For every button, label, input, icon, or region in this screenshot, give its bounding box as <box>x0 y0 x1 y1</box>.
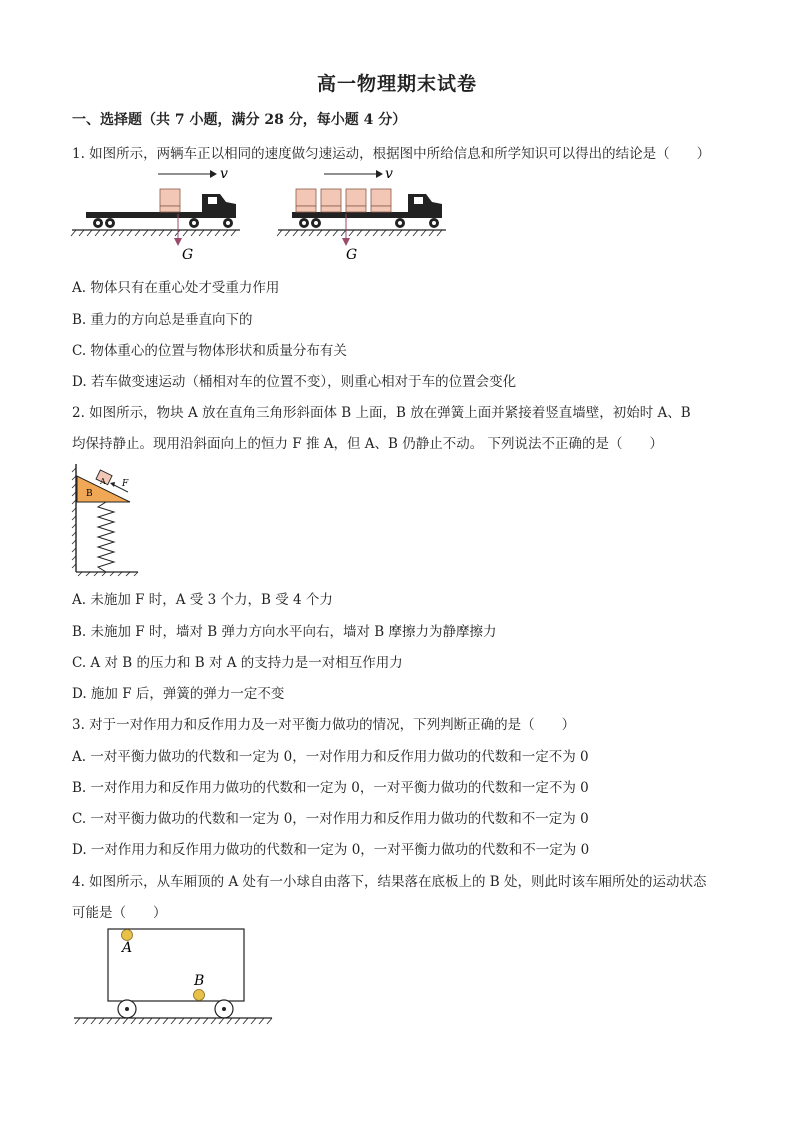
q2-b-label: B <box>86 489 93 499</box>
q4-stem-line2: 可能是（ ） <box>72 905 167 921</box>
q1-g2-label: G <box>346 247 358 263</box>
q2-option-a: A. 未施加 F 时，A 受 3 个力，B 受 4 个力 <box>72 592 333 608</box>
q2-stem-line2: 均保持静止。现用沿斜面向上的恒力 F 推 A，但 A、B 仍静止不动。 下列说法不正确的是（ ） <box>72 436 664 452</box>
q3-option-b: B. 一对作用力和反作用力做功的代数和一定为 0，一对平衡力做功的代数和一定不为 0 <box>72 780 589 796</box>
q1-option-d: D. 若车做变速运动（桶相对车的位置不变），则重心相对于车的位置会变化 <box>72 374 517 390</box>
q4-a-label: A <box>122 940 133 956</box>
q1-option-c: C. 物体重心的位置与物体形状和质量分布有关 <box>72 343 347 359</box>
q3-stem: 3. 对于一对作用力和反作用力及一对平衡力做功的情况，下列判断正确的是（ ） <box>72 717 576 733</box>
q4-b-label: B <box>194 973 205 989</box>
section-heading: 一、选择题（共 7 小题，满分 28 分，每小题 4 分） <box>72 112 407 128</box>
q1-v2-label: v <box>385 166 393 182</box>
q1-v1-label: v <box>220 166 228 182</box>
q1-g1-label: G <box>182 247 194 263</box>
q4-figure <box>72 925 277 1030</box>
q2-option-c: C. A 对 B 的压力和 B 对 A 的支持力是一对相互作用力 <box>72 655 403 671</box>
q2-option-b: B. 未施加 F 时，墙对 B 弹力方向水平向右，墙对 B 摩擦力为静摩擦力 <box>72 624 497 640</box>
page-title: 高一物理期末试卷 <box>316 73 477 95</box>
q1-figure <box>70 164 450 264</box>
q2-stem-line1: 2. 如图所示，物块 A 放在直角三角形斜面体 B 上面，B 放在弹簧上面并紧接着竖直墙壁，初始时 A、B <box>72 405 691 421</box>
q4-stem-line1: 4. 如图所示，从车厢顶的 A 处有一小球自由落下，结果落在底板上的 B 处，则此时该车厢所处的运动状态 <box>72 874 707 890</box>
q3-option-d: D. 一对作用力和反作用力做功的代数和一定为 0，一对平衡力做功的代数和不一定为 0 <box>72 842 590 858</box>
q2-figure <box>70 462 140 577</box>
q3-option-a: A. 一对平衡力做功的代数和一定为 0，一对作用力和反作用力做功的代数和一定不为 0 <box>72 749 589 765</box>
q1-option-a: A. 物体只有在重心处才受重力作用 <box>72 280 280 296</box>
q2-a-label: A <box>100 477 106 486</box>
q3-option-c: C. 一对平衡力做功的代数和一定为 0，一对作用力和反作用力做功的代数和不一定为 0 <box>72 811 589 827</box>
q2-option-d: D. 施加 F 后，弹簧的弹力一定不变 <box>72 686 285 702</box>
q1-option-b: B. 重力的方向总是垂直向下的 <box>72 312 253 328</box>
q1-stem: 1. 如图所示，两辆车正以相同的速度做匀速运动，根据图中所给信息和所学知识可以得出的结论是（ ） <box>72 146 711 162</box>
q2-f-label: F <box>122 479 129 489</box>
